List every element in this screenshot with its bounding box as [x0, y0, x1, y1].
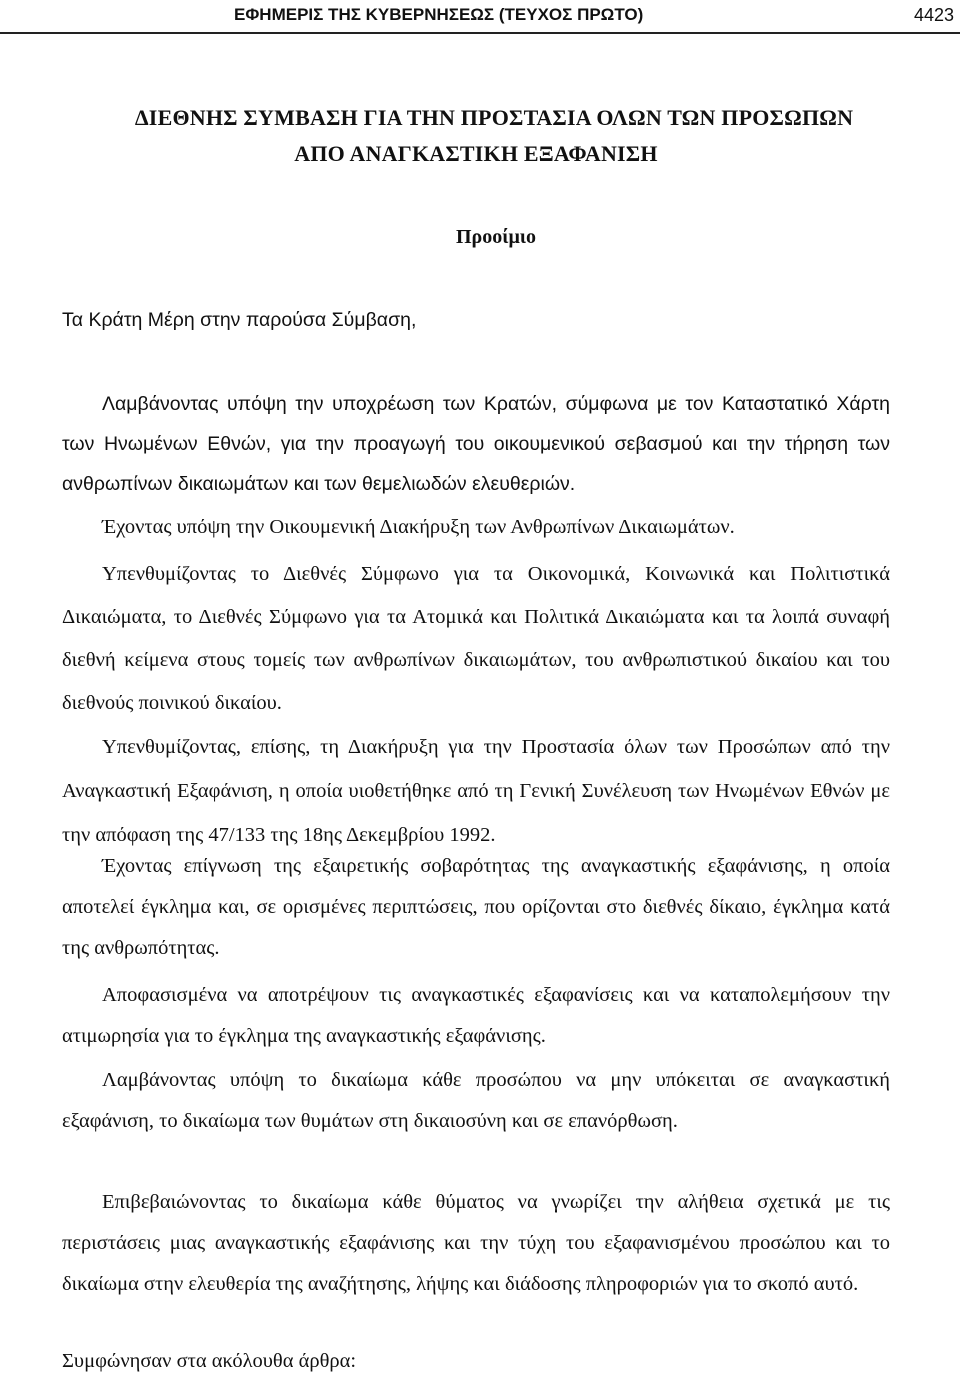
paragraph-8: Επιβεβαιώνοντας το δικαίωμα κάθε θύματος να γνωρίζει την αλήθεια σχετικά με τις περιστάσεις μιας αναγκαστικής εξαφάνισης και την τύχη του εξαφανισμένου προσώπου και το δικαίωμα στην ελευθερία της αναζήτησης, λήψης και διάδοσης πληροφοριών για το σκοπό αυτό.: [62, 1191, 890, 1295]
paragraph-5: Έχοντας επίγνωση της εξαιρετικής σοβαρότητας της αναγκαστικής εξαφάνισης, η οποία αποτελεί έγκλημα και, σε ορισμένες περιπτώσεις, που ορίζονται στο διεθνές δίκαιο, έγκλημα κατά της ανθρωπότητας.: [62, 855, 890, 959]
paragraph-1: Λαμβάνοντας υπόψη την υποχρέωση των Κρατών, σύμφωνα με τον Καταστατικό Χάρτη των Ηνωμένων Εθνών, για την προαγωγή του οικουμενικού σεβασμού και την τήρηση των ανθρωπίνων δικαιωμάτων και των θεμελιωδών ελευθεριών.: [62, 393, 890, 495]
page-header: [0, 0, 960, 34]
gazette-title: ΕΦΗΜΕΡΙΣ ΤΗΣ ΚΥΒΕΡΝΗΣΕΩΣ (ΤΕΥΧΟΣ ΠΡΩΤΟ): [234, 5, 644, 24]
document-title-line-2: ΑΠΟ ΑΝΑΓΚΑΣΤΙΚΗ ΕΞΑΦΑΝΙΣΗ: [294, 141, 658, 166]
page-number: 4423: [913, 5, 954, 25]
paragraph-7: Λαμβάνοντας υπόψη το δικαίωμα κάθε προσώπου να μην υπόκειται σε αναγκαστική εξαφάνιση, το δικαίωμα των θυμάτων στη δικαιοσύνη και σε επανόρθωση.: [62, 1069, 890, 1132]
paragraph-3: Υπενθυμίζοντας το Διεθνές Σύμφωνο για τα Οικονομικά, Κοινωνικά και Πολιτιστικά Δικαιώματα, το Διεθνές Σύμφωνο για τα Ατομικά και Πολιτικά Δικαιώματα και τα λοιπά συναφή διεθνή κείμενα στους τομείς των ανθρωπίνων δικαιωμάτων, του ανθρωπιστικού δικαίου και του διεθνούς ποινικού δικαίου.: [62, 563, 890, 714]
paragraph-6: Αποφασισμένα να αποτρέψουν τις αναγκαστικές εξαφανίσεις και να καταπολεμήσουν την ατιμωρησία για το έγκλημα της αναγκαστικής εξαφάνισης.: [62, 984, 890, 1047]
preamble-heading: Προοίμιο: [456, 226, 536, 248]
paragraph-2: Έχοντας υπόψη την Οικουμενική Διακήρυξη των Ανθρωπίνων Δικαιωμάτων.: [102, 516, 735, 538]
paragraph-intro: Τα Κράτη Μέρη στην παρούσα Σύμβαση,: [62, 309, 417, 331]
document-title-line-1: ΔΙΕΘΝΗΣ ΣΥΜΒΑΣΗ ΓΙΑ ΤΗΝ ΠΡΟΣΤΑΣΙΑ ΟΛΩΝ ΤΩΝ ΠΡΟΣΩΠΩΝ: [134, 105, 854, 130]
document-title: [0, 100, 960, 172]
paragraph-4: Υπενθυμίζοντας, επίσης, τη Διακήρυξη για την Προστασία όλων των Προσώπων από την Αναγκαστική Εξαφάνιση, η οποία υιοθετήθηκε από τη Γενική Συνέλευση των Ηνωμένων Εθνών με την απόφαση της 47/133 της 18ης Δεκεμβρίου 1992.: [62, 736, 890, 846]
paragraph-closing: Συμφώνησαν στα ακόλουθα άρθρα:: [62, 1350, 357, 1372]
